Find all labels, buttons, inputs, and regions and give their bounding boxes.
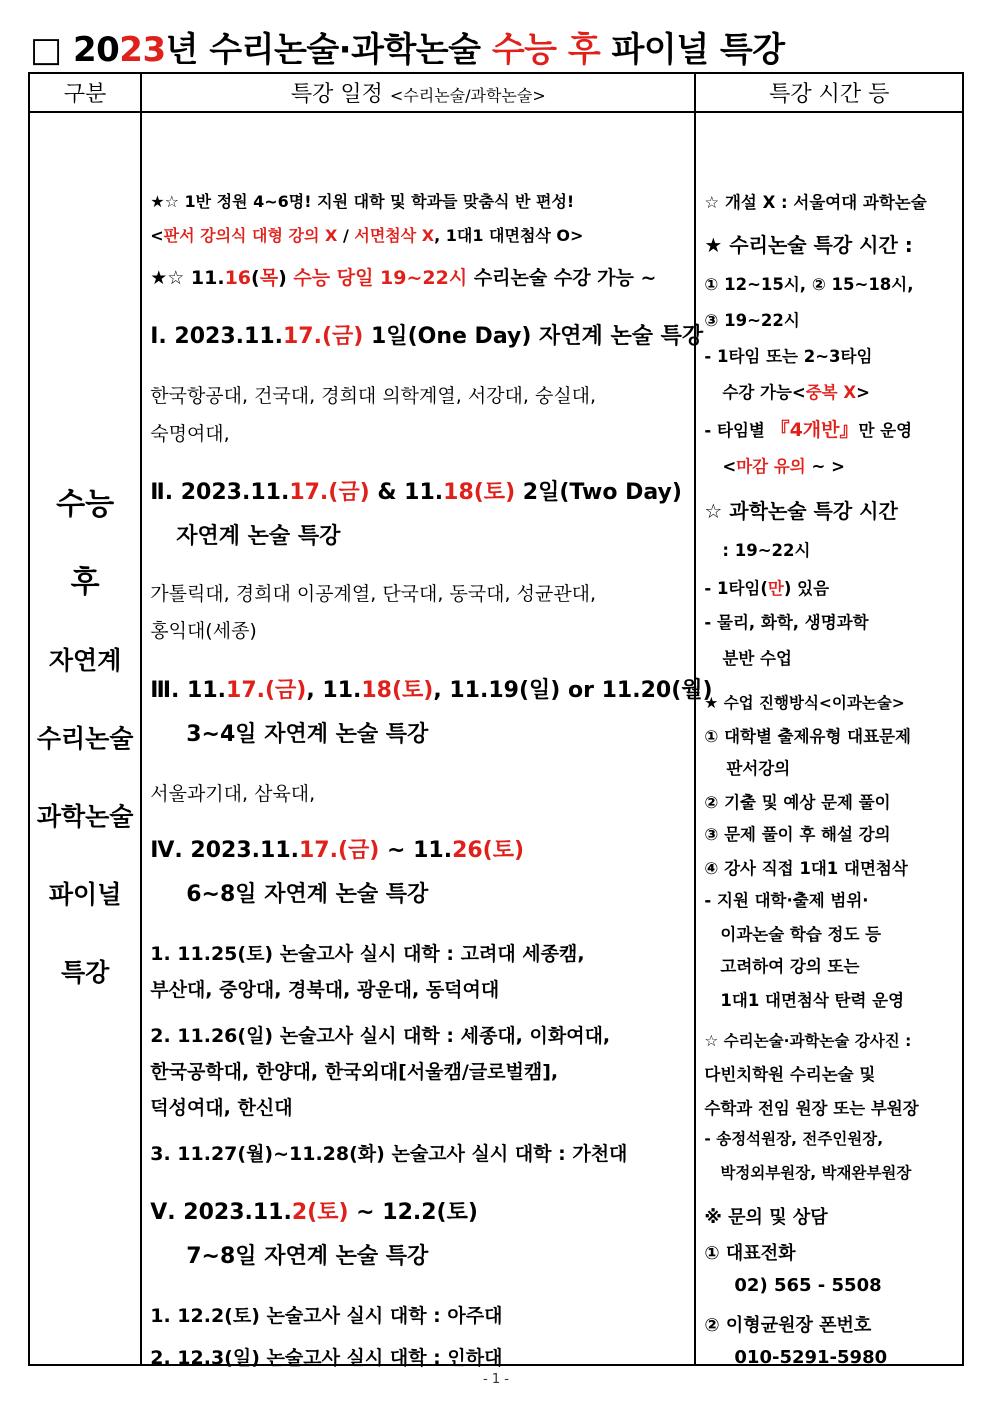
header-time: 특강 시간 등 (695, 73, 963, 112)
info-line: <마감 유의 ~ > (722, 457, 845, 476)
category-line: 후 (70, 564, 100, 600)
header-category: 구분 (29, 73, 141, 112)
category-line: 수능 (56, 486, 115, 522)
info-line: ③ 문제 풀이 후 해설 강의 (704, 825, 891, 844)
header-schedule (141, 73, 695, 112)
info-line: ③ 19~22시 (704, 311, 800, 330)
category-line: 과학논술 (36, 801, 134, 831)
header-schedule-main: 특강 일정 (290, 82, 390, 107)
category-line: 특강 (60, 957, 110, 987)
title-year-part2: 23 (119, 30, 166, 70)
info-line: ☆ 과학논술 특강 시간 (704, 499, 898, 523)
schedule-cell (141, 112, 713, 1369)
info-line: - 물리, 화학, 생명과학 (704, 613, 869, 632)
title-text: 년 수리논술·과학논술 (165, 30, 492, 70)
info-line: ① 대학별 출제유형 대표문제 (704, 727, 911, 746)
section-5-item: 1. 12.2(토) 논술고사 실시 대학 : 아주대 (150, 1305, 503, 1327)
section-4-item: 덕성여대, 한신대 (150, 1097, 293, 1119)
info-line: 판서강의 (726, 759, 791, 778)
section-4-item: 3. 11.27(월)~11.28(화) 논술고사 실시 대학 : 가천대 (150, 1143, 628, 1165)
section-4-item: 부산대, 중앙대, 경북대, 광운대, 동덕여대 (150, 979, 500, 1001)
info-line: ① 12~15시, ② 15~18시, (704, 275, 914, 294)
section-4-heading: Ⅳ. 2023.11.17.(금) ~ 11.26(토) (150, 838, 525, 863)
info-line: ④ 강사 직접 1대1 대면첨삭 (704, 859, 908, 878)
category-cell (29, 112, 141, 1365)
section-1-list: 한국항공대, 건국대, 경희대 의학계열, 서강대, 숭실대, (150, 385, 597, 407)
page-number: - 1 - (483, 1372, 509, 1387)
info-line: ☆ 수리논술·과학논술 강사진 : (704, 1032, 912, 1050)
section-3-heading: Ⅲ. 11.17.(금), 11.18(토), 11.19(일) or 11.20(월) (150, 678, 713, 703)
section-4-item: 2. 11.26(일) 논술고사 실시 대학 : 세종대, 이화여대, (150, 1025, 611, 1047)
intro-line-3: ★☆ 11.16(목) 수능 당일 19~22시 수리논술 수강 가능 ~ (150, 267, 657, 289)
section-1-heading: Ⅰ. 2023.11.17.(금) 1일(One Day) 자연계 논술 특강 (150, 324, 704, 349)
info-line: ※ 문의 및 상담 (704, 1207, 828, 1228)
info-line: - 지원 대학·출제 범위· (704, 891, 869, 910)
section-5-heading: Ⅴ. 2023.11.2(토) ~ 12.2(토) (150, 1200, 478, 1225)
info-line: 박정외부원장, 박재완부원장 (720, 1164, 912, 1182)
info-line: ① 대표전화 (704, 1243, 796, 1264)
info-line: 1대1 대면첨삭 탄력 운영 (720, 991, 905, 1010)
section-3-list: 서울과기대, 삼육대, (150, 783, 316, 805)
intro-line-2: <판서 강의식 대형 강의 X / 서면첨삭 X, 1대1 대면첨삭 O> (150, 226, 584, 245)
info-line: 이과논술 학습 정도 등 (720, 925, 882, 944)
section-4-item: 한국공학대, 한양대, 한국외대[서울캠/글로벌캠], (150, 1061, 559, 1083)
section-2-subheading: 자연계 논술 특강 (176, 524, 341, 549)
info-line: ☆ 개설 X : 서울여대 과학논술 (704, 193, 927, 212)
info-line: - 1타임 또는 2~3타임 (704, 347, 873, 366)
info-line: 다빈치학원 수리논술 및 (704, 1065, 876, 1084)
section-2-list: 홍익대(세종) (150, 620, 257, 642)
info-line: - 송정석원장, 전주인원장, (704, 1130, 884, 1148)
table-header-row (29, 73, 963, 112)
document-title (30, 22, 785, 71)
intro-line-1: ★☆ 1반 정원 4~6명! 지원 대학 및 학과들 맞춤식 반 편성! (150, 192, 575, 211)
info-line: ② 이형균원장 폰번호 (704, 1315, 872, 1336)
section-1-list: 숙명여대, (150, 423, 230, 445)
category-line: 자연계 (48, 645, 122, 675)
section-4-item: 1. 11.25(토) 논술고사 실시 대학 : 고려대 세종캠, (150, 943, 585, 965)
title-highlight: 수능 후 (491, 30, 601, 70)
info-line: 수강 가능<중복 X> (722, 383, 870, 402)
phone-number: 02) 565 - 5508 (734, 1275, 882, 1296)
info-line: - 1타임(만) 있음 (704, 579, 830, 598)
section-4-subheading: 6~8일 자연계 논술 특강 (186, 882, 429, 907)
section-2-heading: Ⅱ. 2023.11.17.(금) & 11.18(토) 2일(Two Day) (150, 480, 682, 505)
category-line: 파이널 (48, 879, 122, 909)
schedule-table (28, 72, 964, 1369)
table-body-row (29, 112, 963, 1365)
info-line: 수학과 전임 원장 또는 부원장 (704, 1099, 919, 1118)
info-line: 고려하여 강의 또는 (720, 957, 860, 976)
section-2-list: 가톨릭대, 경희대 이공계열, 단국대, 동국대, 성균관대, (150, 583, 597, 605)
header-schedule-sub: <수리논술/과학논술> (389, 86, 546, 105)
section-5-subheading: 7~8일 자연계 논술 특강 (186, 1244, 429, 1269)
info-line: ★ 수업 진행방식<이과논술> (704, 694, 905, 712)
category-line: 수리논술 (36, 723, 134, 753)
title-tail: 파이널 특강 (600, 30, 785, 70)
info-line: : 19~22시 (722, 541, 811, 560)
info-line: ★ 수리논술 특강 시간 : (704, 233, 913, 257)
info-cell (695, 112, 963, 1368)
section-3-subheading: 3~4일 자연계 논술 특강 (186, 722, 429, 747)
info-line: 분반 수업 (722, 649, 792, 668)
section-5-item: 2. 12.3(일) 논술고사 실시 대학 : 인하대 (150, 1347, 503, 1369)
info-line: ② 기출 및 예상 문제 풀이 (704, 793, 891, 812)
phone-number: 010-5291-5980 (734, 1347, 888, 1368)
title-year-part1: 20 (72, 30, 120, 70)
info-line: - 타임별 『4개반』만 운영 (704, 419, 913, 441)
checkbox-square-icon: □ (30, 30, 62, 70)
